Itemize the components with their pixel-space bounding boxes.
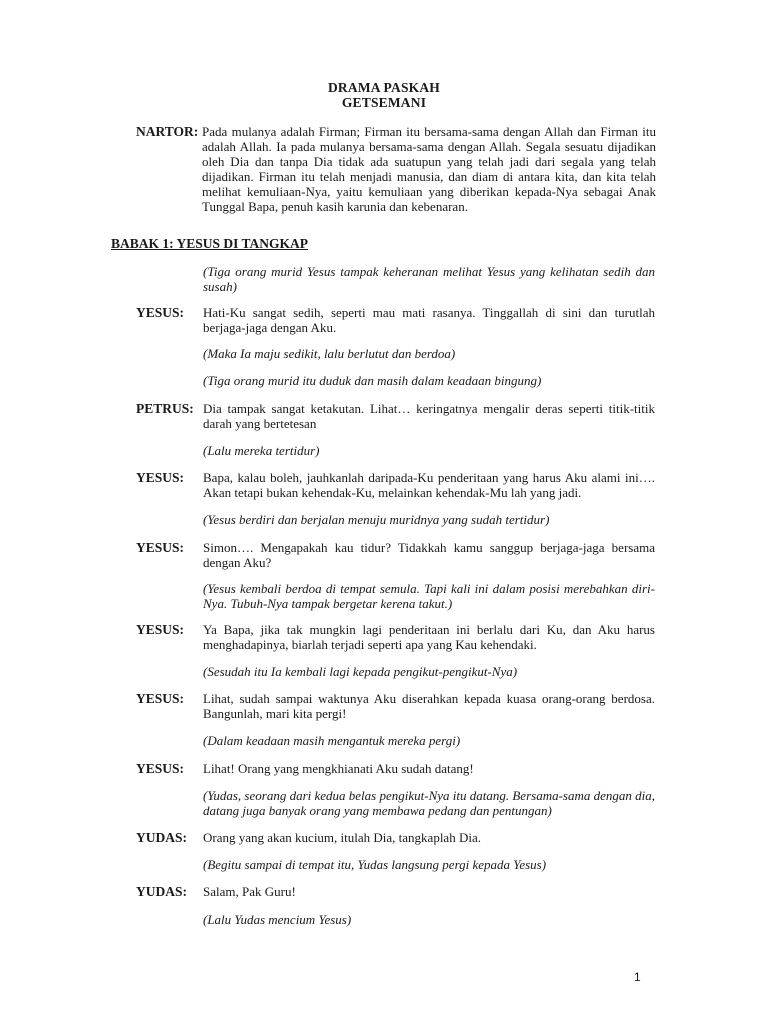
stage-direction: (Lalu mereka tertidur) — [203, 443, 320, 458]
speaker-label: YESUS: — [136, 305, 185, 320]
dialog-line: Ya Bapa, jika tak mungkin lagi penderitaan ini berlalu dari Ku, dan Aku harus menghadapinya, biarlah terjadi seperti apa yang Kau kehendaki. — [203, 622, 655, 652]
stage-direction: (Tiga orang murid itu duduk dan masih dalam keadaan bingung) — [203, 373, 542, 388]
speaker-label: YESUS: — [136, 691, 185, 706]
speaker-label: YESUS: — [136, 540, 185, 555]
document-title: DRAMA PASKAH — [327, 80, 441, 95]
stage-direction: (Yesus berdiri dan berjalan menuju muridnya yang sudah tertidur) — [203, 512, 550, 527]
stage-direction: (Sesudah itu Ia kembali lagi kepada pengikut-pengikut-Nya) — [203, 664, 518, 679]
narrator-label: NARTOR: — [136, 124, 199, 139]
stage-direction: (Dalam keadaan masih mengantuk mereka pergi) — [203, 733, 461, 748]
stage-direction: (Yesus kembali berdoa di tempat semula. Tapi kali ini dalam posisi merebahkan diri-Nya. Tubuh-Nya tampak bergetar kerena takut.) — [203, 581, 655, 611]
section-heading: BABAK 1: YESUS DI TANGKAP — [111, 236, 309, 251]
dialog-line: Lihat, sudah sampai waktunya Aku diserahkan kepada kuasa orang-orang berdosa. Bangunlah, mari kita pergi! — [203, 691, 655, 721]
speaker-label: YUDAS: — [136, 830, 188, 845]
speaker-label: YESUS: — [136, 761, 185, 776]
dialog-line: Dia tampak sangat ketakutan. Lihat… keringatnya mengalir deras seperti titik-titik darah yang bertetesan — [203, 401, 655, 431]
stage-direction: (Lalu Yudas mencium Yesus) — [203, 912, 352, 927]
speaker-label: YESUS: — [136, 470, 185, 485]
stage-direction: (Tiga orang murid Yesus tampak keheranan melihat Yesus yang kelihatan sedih dan susah) — [203, 264, 655, 294]
stage-direction: (Begitu sampai di tempat itu, Yudas langsung pergi kepada Yesus) — [203, 857, 547, 872]
dialog-line: Lihat! Orang yang mengkhianati Aku sudah datang! — [203, 761, 474, 776]
narrator-text: Pada mulanya adalah Firman; Firman itu bersama-sama dengan Allah dan Firman itu adalah Allah. Ia pada mulanya bersama-sama dengan Allah. Segala sesuatu dijadikan oleh Dia dan tanpa Dia tidak ada suatupun yang telah jadi dari segala yang telah dijadikan. Firman itu telah menjadi manusia, dan diam di antara kita, dan kita telah melihat kemuliaan-Nya, yaitu kemuliaan yang diberikan kepada-Nya sebagai Anak Tunggal Bapa, penuh kasih karunia dan kebenaran. — [202, 124, 656, 214]
speaker-label: YUDAS: — [136, 884, 188, 899]
dialog-line: Hati-Ku sangat sedih, seperti mau mati rasanya. Tinggallah di sini dan turutlah berjaga-jaga dengan Aku. — [203, 305, 655, 335]
dialog-line: Bapa, kalau boleh, jauhkanlah daripada-Ku penderitaan yang harus Aku alami ini…. Akan tetapi bukan kehendak-Ku, melainkan kehendak-Mu lah yang jadi. — [203, 470, 655, 500]
stage-direction: (Yudas, seorang dari kedua belas pengikut-Nya itu datang. Bersama-sama dengan dia, datang juga banyak orang yang membawa pedang dan pentungan) — [203, 788, 655, 818]
speaker-label: PETRUS: — [136, 401, 194, 416]
speaker-label: YESUS: — [136, 622, 185, 637]
page-number: 1 — [634, 970, 641, 984]
stage-direction: (Maka Ia maju sedikit, lalu berlutut dan berdoa) — [203, 346, 456, 361]
dialog-line: Salam, Pak Guru! — [203, 884, 296, 899]
dialog-line: Simon…. Mengapakah kau tidur? Tidakkah kamu sanggup berjaga-jaga bersama dengan Aku? — [203, 540, 655, 570]
document-subtitle: GETSEMANI — [341, 95, 427, 110]
dialog-line: Orang yang akan kucium, itulah Dia, tangkaplah Dia. — [203, 830, 481, 845]
